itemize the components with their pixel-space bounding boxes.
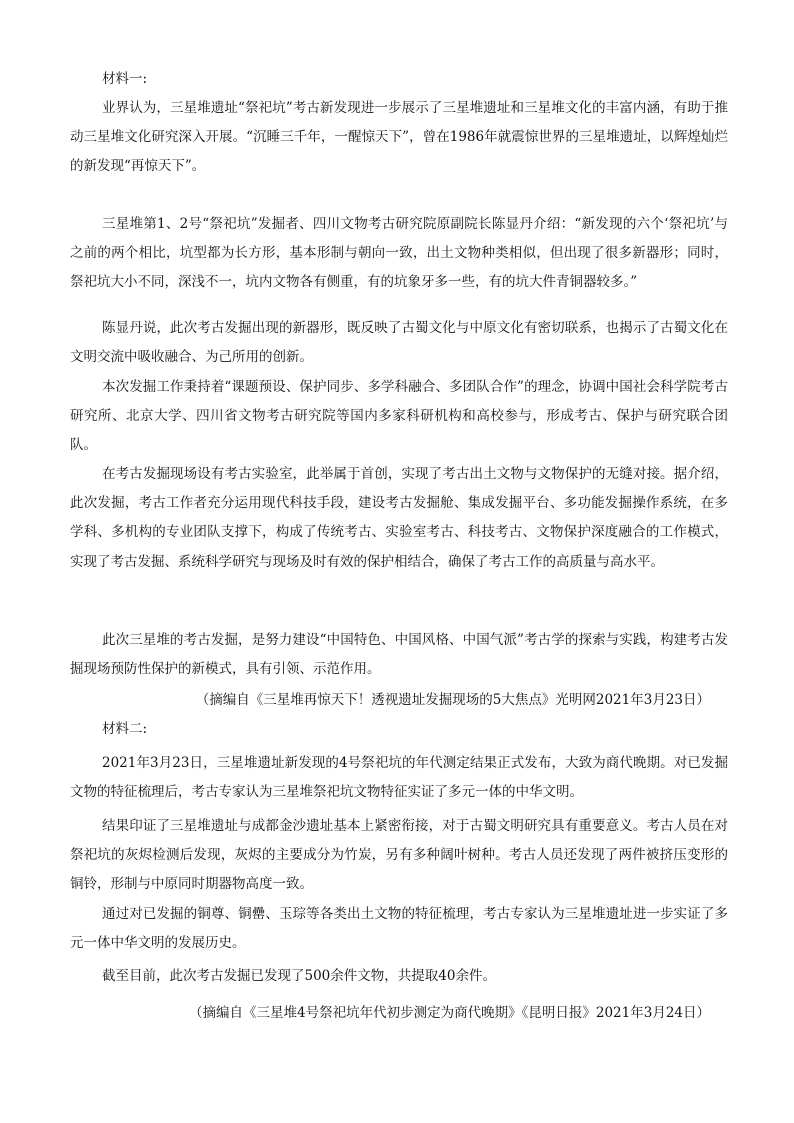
material-1-paragraph-3: 陈显丹说，此次考古发掘出现的新器形，既反映了古蜀文化与中原文化有密切联系，也揭示了古蜀文化在文明交流中吸收融合、为己所用的创新。 <box>70 320 728 366</box>
material-2-heading: 材料二: <box>102 721 148 737</box>
material-1-paragraph-1: 业界认为，三星堆遗址“祭祀坑”考古新发现进一步展示了三星堆遗址和三星堆文化的丰富内涵，有助于推动三星堆文化研究深入开展。“沉睡三千年，一醒惊天下”，曾在1986年就震惊世界的三星堆遗址，以辉煌灿烂的新发现“再惊天下”。 <box>70 100 728 175</box>
material-1-paragraph-2: 三星堆第1、2号“祭祀坑”发掘者、四川文物考古研究院原副院长陈显丹介绍：“新发现的六个‘祭祀坑’与之前的两个相比，坑型都为长方形，基本形制与朝向一致，出土文物种类相似，但出现了很多新器形；同时，祭祀坑大小不同，深浅不一，坑内文物各有侧重，有的坑象牙多一些，有的坑大件青铜器较多。” <box>70 216 728 291</box>
material-1-source: （摘编自《三星堆再惊天下！透视遗址发掘现场的5大焦点》光明网2021年3月23日） <box>195 692 710 708</box>
material-1-heading: 材料一: <box>102 71 148 87</box>
material-1-paragraph-4: 本次发掘工作秉持着“课题预设、保护同步、多学科融合、多团队合作”的理念，协调中国社会科学院考古研究所、北京大学、四川省文物考古研究院等国内多家科研机构和高校参与，形成考古、保护与研究联合团队。 <box>70 379 728 454</box>
material-2-paragraph-4: 截至目前，此次考古发掘已发现了500余件文物，共提取40余件。 <box>102 968 496 984</box>
material-2-source: （摘编自《三星堆4号祭祀坑年代初步测定为商代晚期》《昆明日报》2021年3月24日） <box>189 1005 710 1021</box>
material-2-paragraph-2: 结果印证了三星堆遗址与成都金沙遗址基本上紧密衔接，对于古蜀文明研究具有重要意义。考古人员在对祭祀坑的灰烬检测后发现，灰烬的主要成分为竹炭，另有多种阔叶树种。考古人员还发现了两件被挤压变形的铜铃，形制与中原同时期器物高度一致。 <box>70 818 728 893</box>
material-2-paragraph-1: 2021年3月23日，三星堆遗址新发现的4号祭祀坑的年代测定结果正式发布，大致为商代晚期。对已发掘文物的特征梳理后，考古专家认为三星堆祭祀坑文物特征实证了多元一体的中华文明。 <box>70 755 728 801</box>
material-1-paragraph-5: 在考古发掘现场设有考古实验室，此举属于首创，实现了考古出土文物与文物保护的无缝对接。据介绍，此次发掘，考古工作者充分运用现代科技手段，建设考古发掘舱、集成发掘平台、多功能发掘操作系统，在多学科、多机构的专业团队支撑下，构成了传统考古、实验室考古、科技考古、文物保护深度融合的工作模式，实现了考古发掘、系统科学研究与现场及时有效的保护相结合，确保了考古工作的高质量与高水平。 <box>70 466 728 570</box>
material-1-paragraph-6: 此次三星堆的考古发掘，是努力建设“中国特色、中国风格、中国气派”考古学的探索与实践，构建考古发掘现场预防性保护的新模式，具有引领、示范作用。 <box>70 632 728 678</box>
material-2-paragraph-3: 通过对已发掘的铜尊、铜罍、玉琮等各类出土文物的特征梳理，考古专家认为三星堆遗址进一步实证了多元一体中华文明的发展历史。 <box>70 906 728 952</box>
